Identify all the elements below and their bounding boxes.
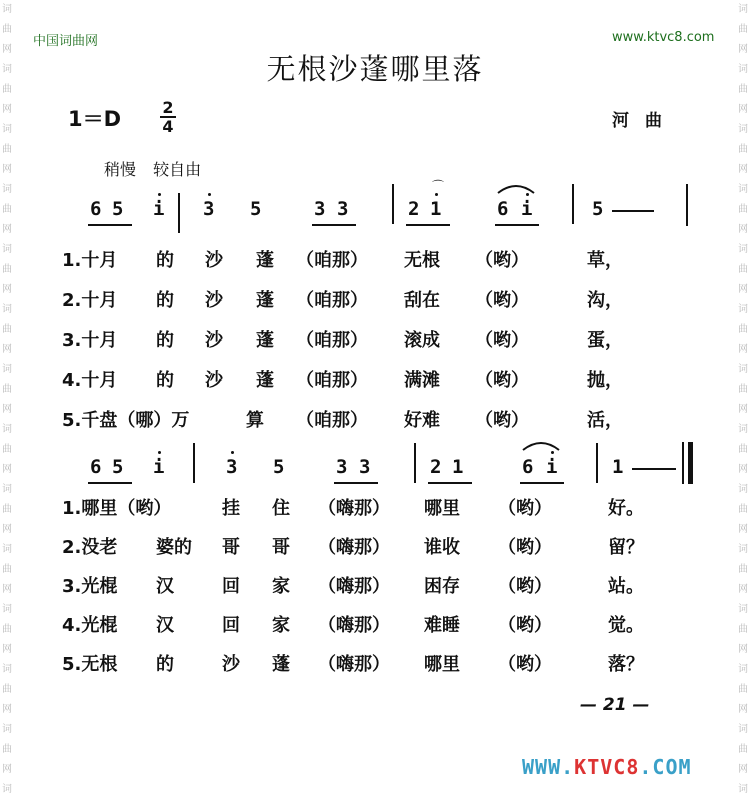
lyric-word: 刮在 bbox=[404, 290, 440, 311]
side-watermark-char: 网 bbox=[2, 344, 12, 355]
note: 3 bbox=[337, 198, 349, 220]
side-watermark-char: 词 bbox=[2, 784, 12, 795]
lyric-word: 5.千盘（哪）万 bbox=[62, 410, 190, 431]
side-watermark-char: 网 bbox=[2, 704, 12, 715]
high-octave-dot bbox=[435, 193, 438, 196]
side-watermark-char: 词 bbox=[738, 604, 748, 615]
lyric-word: 3.光棍 bbox=[62, 576, 118, 597]
high-octave-dot bbox=[158, 193, 161, 196]
lyric-word: 蓬 bbox=[256, 250, 274, 271]
side-watermark-char: 词 bbox=[738, 4, 748, 15]
side-watermark-char: 曲 bbox=[2, 144, 12, 155]
lyric-word: （嗨那） bbox=[318, 654, 390, 675]
high-octave-dot bbox=[231, 451, 234, 454]
lyric-word: 难睡 bbox=[424, 615, 460, 636]
fermata-mark: ⌒ bbox=[432, 179, 445, 193]
side-watermark-char: 曲 bbox=[738, 744, 748, 755]
lyric-word: 蓬 bbox=[256, 290, 274, 311]
lyric-word: 蓬 bbox=[256, 330, 274, 351]
lyric-word: 回 bbox=[222, 615, 240, 636]
lyric-word: 汉 bbox=[156, 615, 174, 636]
side-watermark-char: 网 bbox=[738, 344, 748, 355]
lyric-word: 站。 bbox=[608, 576, 644, 597]
lyric-word: （哟） bbox=[475, 250, 529, 271]
lyric-word: （咱那） bbox=[296, 330, 368, 351]
high-octave-dot bbox=[208, 193, 211, 196]
lyric-word: 算 bbox=[246, 410, 264, 431]
lyric-word: 5.无根 bbox=[62, 654, 118, 675]
side-watermark-char: 词 bbox=[2, 184, 12, 195]
side-watermark-char: 网 bbox=[738, 224, 748, 235]
lyric-word: 的 bbox=[156, 330, 174, 351]
side-watermark-char: 网 bbox=[2, 44, 12, 55]
side-watermark-char: 网 bbox=[738, 704, 748, 715]
final-bar-line-thick bbox=[688, 442, 693, 484]
side-watermark-char: 词 bbox=[2, 4, 12, 15]
side-watermark-char: 曲 bbox=[738, 444, 748, 455]
lyric-word: 哥 bbox=[222, 537, 240, 558]
note: 6 bbox=[90, 198, 102, 220]
side-watermark-char: 曲 bbox=[738, 264, 748, 275]
lyric-word: 好。 bbox=[608, 498, 644, 519]
side-watermark-char: 网 bbox=[738, 464, 748, 475]
lyric-word: 沙 bbox=[205, 370, 223, 391]
note: i bbox=[153, 198, 165, 220]
lyric-word: （哟） bbox=[498, 615, 552, 636]
time-signature bbox=[158, 99, 178, 135]
note: 2 bbox=[408, 198, 420, 220]
lyric-word: 婆的 bbox=[156, 537, 192, 558]
note: 6 bbox=[522, 456, 534, 478]
lyric-word: 好难 bbox=[404, 410, 440, 431]
lyric-word: 抛， bbox=[587, 370, 623, 391]
note: i bbox=[153, 456, 165, 478]
side-watermark-char: 曲 bbox=[2, 564, 12, 575]
side-watermark-char: 曲 bbox=[2, 84, 12, 95]
side-watermark-char: 词 bbox=[738, 304, 748, 315]
lyric-word: 无根 bbox=[404, 250, 440, 271]
lyric-word: 哪里 bbox=[424, 498, 460, 519]
left-watermark-strip bbox=[0, 0, 14, 804]
side-watermark-char: 曲 bbox=[738, 204, 748, 215]
side-watermark-char: 词 bbox=[2, 664, 12, 675]
side-watermark-char: 词 bbox=[738, 124, 748, 135]
lyric-word: 家 bbox=[272, 615, 290, 636]
slur-mark bbox=[521, 438, 561, 452]
time-signature-top: 2 bbox=[162, 98, 174, 117]
side-watermark-char: 曲 bbox=[2, 684, 12, 695]
side-watermark-char: 词 bbox=[738, 244, 748, 255]
side-watermark-char: 词 bbox=[738, 424, 748, 435]
bar-line bbox=[596, 443, 598, 483]
side-watermark-char: 网 bbox=[2, 584, 12, 595]
side-watermark-char: 曲 bbox=[738, 504, 748, 515]
side-watermark-char: 词 bbox=[2, 604, 12, 615]
note: 5 bbox=[112, 198, 124, 220]
side-watermark-char: 网 bbox=[2, 164, 12, 175]
side-watermark-char: 曲 bbox=[738, 144, 748, 155]
lyric-word: 住 bbox=[272, 498, 290, 519]
lyric-word: 挂 bbox=[222, 498, 240, 519]
side-watermark-char: 词 bbox=[2, 724, 12, 735]
side-watermark-char: 网 bbox=[738, 644, 748, 655]
watermark-brand: KTVC8 bbox=[574, 755, 640, 779]
lyric-word: 汉 bbox=[156, 576, 174, 597]
lyric-word: 1.哪里（哟） bbox=[62, 498, 172, 519]
lyric-line bbox=[62, 326, 702, 356]
lyric-word: 满滩 bbox=[404, 370, 440, 391]
sustain-dash bbox=[612, 210, 654, 212]
lyric-line bbox=[62, 572, 702, 602]
site-watermark bbox=[522, 755, 692, 779]
side-watermark-char: 曲 bbox=[2, 504, 12, 515]
side-watermark-char: 曲 bbox=[738, 684, 748, 695]
note: 2 bbox=[430, 456, 442, 478]
side-watermark-char: 词 bbox=[738, 724, 748, 735]
side-watermark-char: 曲 bbox=[738, 324, 748, 335]
lyric-line bbox=[62, 366, 702, 396]
lyric-word: 2.十月 bbox=[62, 290, 118, 311]
side-watermark-char: 网 bbox=[738, 524, 748, 535]
lyric-word: （嗨那） bbox=[318, 576, 390, 597]
lyric-word: 滚成 bbox=[404, 330, 440, 351]
lyric-word: 4.光棍 bbox=[62, 615, 118, 636]
side-watermark-char: 词 bbox=[2, 64, 12, 75]
note: 3 bbox=[203, 198, 215, 220]
side-watermark-char: 网 bbox=[738, 404, 748, 415]
note: 5 bbox=[112, 456, 124, 478]
lyric-word: 的 bbox=[156, 250, 174, 271]
lyric-word: （哟） bbox=[498, 576, 552, 597]
side-watermark-char: 网 bbox=[738, 284, 748, 295]
tempo-1: 稍慢 bbox=[104, 160, 137, 179]
lyric-word: （哟） bbox=[475, 370, 529, 391]
lyric-word: 的 bbox=[156, 370, 174, 391]
lyric-word: 回 bbox=[222, 576, 240, 597]
side-watermark-char: 网 bbox=[738, 164, 748, 175]
eighth-note-beam bbox=[88, 482, 132, 484]
lyric-line bbox=[62, 286, 702, 316]
key-signature: 1＝D bbox=[68, 107, 122, 131]
side-watermark-char: 网 bbox=[738, 584, 748, 595]
side-watermark-char: 词 bbox=[2, 364, 12, 375]
lyric-word: （哟） bbox=[498, 537, 552, 558]
note: i bbox=[521, 198, 533, 220]
lyric-word: （哟） bbox=[498, 654, 552, 675]
side-watermark-char: 曲 bbox=[738, 384, 748, 395]
side-watermark-char: 网 bbox=[738, 104, 748, 115]
lyric-word: （嗨那） bbox=[318, 498, 390, 519]
bar-line bbox=[392, 184, 394, 224]
bar-line bbox=[414, 443, 416, 483]
lyric-word: 2.没老 bbox=[62, 537, 118, 558]
lyric-word: 3.十月 bbox=[62, 330, 118, 351]
song-title: 无根沙蓬哪里落 bbox=[266, 52, 484, 86]
side-watermark-char: 词 bbox=[2, 124, 12, 135]
lyric-line bbox=[62, 494, 702, 524]
side-watermark-char: 词 bbox=[738, 784, 748, 795]
side-watermark-char: 词 bbox=[738, 64, 748, 75]
side-watermark-char: 网 bbox=[2, 644, 12, 655]
side-watermark-char: 网 bbox=[2, 224, 12, 235]
eighth-note-beam bbox=[406, 224, 450, 226]
side-watermark-char: 曲 bbox=[2, 444, 12, 455]
bar-line bbox=[178, 193, 180, 233]
composer-label: 河曲 bbox=[612, 111, 678, 131]
side-watermark-char: 曲 bbox=[738, 24, 748, 35]
side-watermark-char: 曲 bbox=[738, 84, 748, 95]
lyric-word: 活， bbox=[587, 410, 623, 431]
side-watermark-char: 词 bbox=[2, 424, 12, 435]
final-bar-line-thin bbox=[682, 442, 684, 484]
lyric-word: （嗨那） bbox=[318, 615, 390, 636]
lyric-word: （咱那） bbox=[296, 290, 368, 311]
lyric-word: 沙 bbox=[205, 250, 223, 271]
lyric-word: 落？ bbox=[608, 654, 644, 675]
side-watermark-char: 曲 bbox=[2, 204, 12, 215]
lyric-line bbox=[62, 246, 702, 276]
tempo-marking bbox=[104, 157, 213, 180]
side-watermark-char: 网 bbox=[2, 524, 12, 535]
side-watermark-char: 曲 bbox=[2, 324, 12, 335]
note: 1 bbox=[612, 456, 624, 478]
time-signature-bottom: 4 bbox=[162, 117, 174, 136]
sustain-dash bbox=[632, 468, 676, 470]
tempo-2: 较自由 bbox=[153, 160, 202, 179]
lyric-word: 4.十月 bbox=[62, 370, 118, 391]
lyric-word: 沙 bbox=[205, 330, 223, 351]
lyric-word: 蓬 bbox=[256, 370, 274, 391]
note: 3 bbox=[336, 456, 348, 478]
side-watermark-char: 网 bbox=[2, 284, 12, 295]
side-watermark-char: 曲 bbox=[2, 24, 12, 35]
lyric-word: 的 bbox=[156, 654, 174, 675]
side-watermark-char: 网 bbox=[2, 404, 12, 415]
note: 5 bbox=[273, 456, 285, 478]
side-watermark-char: 曲 bbox=[2, 624, 12, 635]
side-watermark-char: 网 bbox=[738, 764, 748, 775]
lyric-word: 谁收 bbox=[424, 537, 460, 558]
lyric-word: 草， bbox=[587, 250, 623, 271]
eighth-note-beam bbox=[312, 224, 356, 226]
lyric-word: 困存 bbox=[424, 576, 460, 597]
lyric-word: 家 bbox=[272, 576, 290, 597]
side-watermark-char: 词 bbox=[2, 544, 12, 555]
side-watermark-char: 词 bbox=[2, 484, 12, 495]
bar-line bbox=[193, 443, 195, 483]
note: 5 bbox=[250, 198, 262, 220]
side-watermark-char: 词 bbox=[2, 244, 12, 255]
note: 1 bbox=[452, 456, 464, 478]
watermark-prefix: WWW. bbox=[522, 755, 575, 779]
watermark-suffix: .COM bbox=[639, 755, 692, 779]
lyric-word: 的 bbox=[156, 290, 174, 311]
side-watermark-char: 词 bbox=[738, 664, 748, 675]
high-octave-dot bbox=[158, 451, 161, 454]
eighth-note-beam bbox=[88, 224, 132, 226]
bar-line bbox=[572, 184, 574, 224]
lyric-word: 1.十月 bbox=[62, 250, 118, 271]
bar-line bbox=[686, 184, 688, 226]
eighth-note-beam bbox=[428, 482, 472, 484]
lyric-word: 沟， bbox=[587, 290, 623, 311]
lyric-line bbox=[62, 611, 702, 641]
lyric-word: 沙 bbox=[222, 654, 240, 675]
note: 3 bbox=[314, 198, 326, 220]
lyric-word: （哟） bbox=[475, 290, 529, 311]
side-watermark-char: 网 bbox=[2, 464, 12, 475]
lyric-word: 沙 bbox=[205, 290, 223, 311]
side-watermark-char: 词 bbox=[2, 304, 12, 315]
lyric-word: 哪里 bbox=[424, 654, 460, 675]
note: i bbox=[546, 456, 558, 478]
lyric-line bbox=[62, 406, 702, 436]
side-watermark-char: 网 bbox=[738, 44, 748, 55]
side-watermark-char: 词 bbox=[738, 544, 748, 555]
lyric-word: 蛋， bbox=[587, 330, 623, 351]
note: 3 bbox=[359, 456, 371, 478]
note: 1 bbox=[430, 198, 442, 220]
eighth-note-beam bbox=[495, 224, 539, 226]
lyric-word: 蓬 bbox=[272, 654, 290, 675]
lyric-line bbox=[62, 533, 702, 563]
side-watermark-char: 曲 bbox=[738, 564, 748, 575]
lyric-word: 哥 bbox=[272, 537, 290, 558]
lyric-word: （哟） bbox=[475, 330, 529, 351]
note: 3 bbox=[226, 456, 238, 478]
lyric-word: （哟） bbox=[498, 498, 552, 519]
site-name-left[interactable]: 中国词曲网 bbox=[33, 34, 99, 49]
side-watermark-char: 网 bbox=[2, 764, 12, 775]
lyric-word: （咱那） bbox=[296, 410, 368, 431]
side-watermark-char: 曲 bbox=[2, 384, 12, 395]
lyric-word: （咱那） bbox=[296, 250, 368, 271]
lyric-word: （哟） bbox=[475, 410, 529, 431]
note: 5 bbox=[592, 198, 604, 220]
lyric-word: （咱那） bbox=[296, 370, 368, 391]
side-watermark-char: 词 bbox=[738, 484, 748, 495]
side-watermark-char: 曲 bbox=[2, 264, 12, 275]
eighth-note-beam bbox=[520, 482, 564, 484]
site-url-right[interactable]: www.ktvc8.com bbox=[612, 30, 715, 45]
lyric-word: 觉。 bbox=[608, 615, 644, 636]
lyric-word: （嗨那） bbox=[318, 537, 390, 558]
side-watermark-char: 词 bbox=[738, 364, 748, 375]
eighth-note-beam bbox=[334, 482, 378, 484]
side-watermark-char: 词 bbox=[738, 184, 748, 195]
note: 6 bbox=[497, 198, 509, 220]
right-watermark-strip bbox=[736, 0, 750, 804]
side-watermark-char: 曲 bbox=[738, 624, 748, 635]
lyric-line bbox=[62, 650, 702, 680]
slur-mark bbox=[496, 181, 536, 195]
side-watermark-char: 曲 bbox=[2, 744, 12, 755]
page-number: — 21 — bbox=[580, 695, 650, 715]
note: 6 bbox=[90, 456, 102, 478]
lyric-word: 留？ bbox=[608, 537, 644, 558]
side-watermark-char: 网 bbox=[2, 104, 12, 115]
